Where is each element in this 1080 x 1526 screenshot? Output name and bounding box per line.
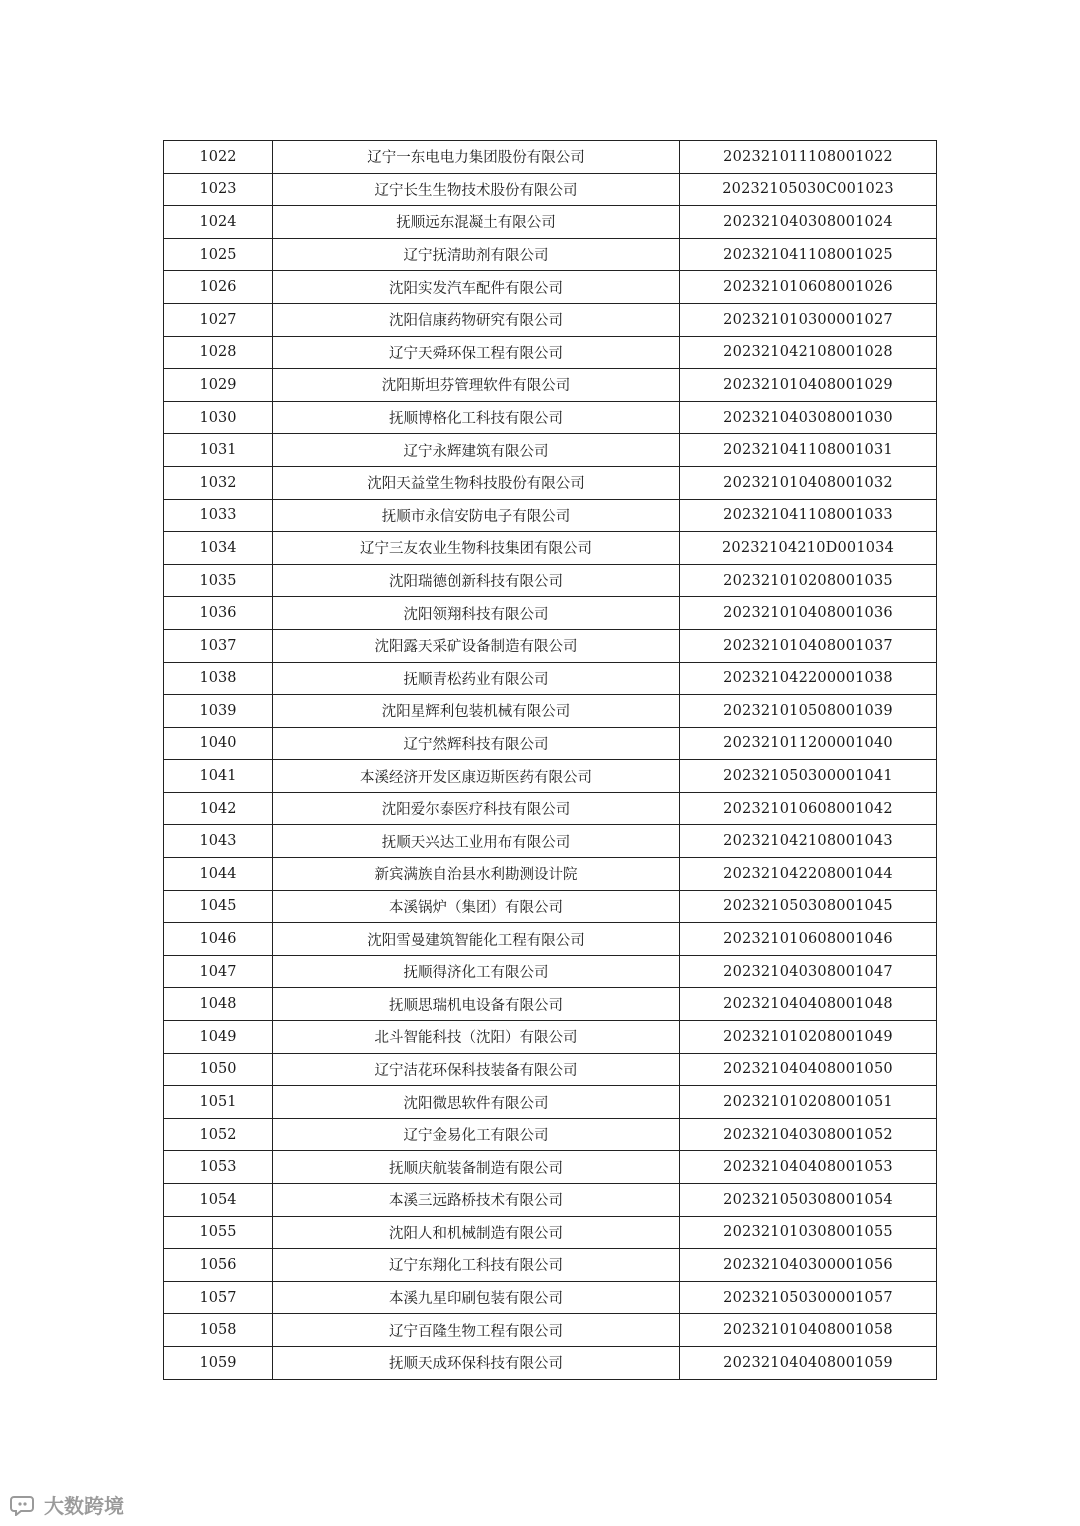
table-row bbox=[164, 792, 937, 825]
row-number-cell: 1029 bbox=[164, 369, 273, 402]
registration-code-cell: 202321042108001028 bbox=[680, 336, 937, 369]
registration-code-cell: 202321042108001043 bbox=[680, 825, 937, 858]
table-row bbox=[164, 1151, 937, 1184]
company-name-cell: 抚顺市永信安防电子有限公司 bbox=[273, 499, 680, 532]
registration-code-cell: 202321050300001057 bbox=[680, 1281, 937, 1314]
registration-code-cell: 202321040308001030 bbox=[680, 401, 937, 434]
company-name-cell: 辽宁百隆生物工程有限公司 bbox=[273, 1314, 680, 1347]
registration-code-cell: 202321010208001035 bbox=[680, 564, 937, 597]
table-row bbox=[164, 303, 937, 336]
table-row bbox=[164, 1281, 937, 1314]
company-name-cell: 抚顺得济化工有限公司 bbox=[273, 955, 680, 988]
table-row bbox=[164, 890, 937, 923]
registration-code-cell: 202321042200001038 bbox=[680, 662, 937, 695]
table-row bbox=[164, 662, 937, 695]
registration-code-cell: 202321040408001048 bbox=[680, 988, 937, 1021]
watermark bbox=[10, 1490, 124, 1519]
row-number-cell: 1049 bbox=[164, 1021, 273, 1054]
registration-code-cell: 202321010608001026 bbox=[680, 271, 937, 304]
company-name-cell: 沈阳实发汽车配件有限公司 bbox=[273, 271, 680, 304]
registration-code-cell: 202321010208001049 bbox=[680, 1021, 937, 1054]
table-row bbox=[164, 629, 937, 662]
table-row bbox=[164, 597, 937, 630]
registration-code-cell: 202321050308001045 bbox=[680, 890, 937, 923]
table-row bbox=[164, 141, 937, 174]
speech-bubble-icon bbox=[10, 1494, 38, 1516]
company-name-cell: 本溪三远路桥技术有限公司 bbox=[273, 1184, 680, 1217]
table-row bbox=[164, 336, 937, 369]
company-name-cell: 抚顺远东混凝土有限公司 bbox=[273, 206, 680, 239]
company-name-cell: 辽宁天舜环保工程有限公司 bbox=[273, 336, 680, 369]
company-name-cell: 辽宁金易化工有限公司 bbox=[273, 1118, 680, 1151]
registration-code-cell: 202321040408001059 bbox=[680, 1346, 937, 1379]
registration-code-cell: 202321040308001052 bbox=[680, 1118, 937, 1151]
row-number-cell: 1036 bbox=[164, 597, 273, 630]
registration-code-cell: 202321041108001033 bbox=[680, 499, 937, 532]
table-row bbox=[164, 825, 937, 858]
table-row bbox=[164, 466, 937, 499]
company-name-cell: 沈阳领翔科技有限公司 bbox=[273, 597, 680, 630]
company-name-cell: 抚顺天兴达工业用布有限公司 bbox=[273, 825, 680, 858]
row-number-cell: 1047 bbox=[164, 955, 273, 988]
row-number-cell: 1032 bbox=[164, 466, 273, 499]
registration-code-cell: 202321050308001054 bbox=[680, 1184, 937, 1217]
table-body bbox=[164, 141, 937, 1380]
company-name-cell: 沈阳瑞德创新科技有限公司 bbox=[273, 564, 680, 597]
row-number-cell: 1053 bbox=[164, 1151, 273, 1184]
row-number-cell: 1055 bbox=[164, 1216, 273, 1249]
company-name-cell: 北斗智能科技（沈阳）有限公司 bbox=[273, 1021, 680, 1054]
table-row bbox=[164, 369, 937, 402]
company-name-cell: 抚顺青松药业有限公司 bbox=[273, 662, 680, 695]
row-number-cell: 1027 bbox=[164, 303, 273, 336]
registration-code-cell: 202321011108001022 bbox=[680, 141, 937, 174]
company-name-cell: 沈阳雪曼建筑智能化工程有限公司 bbox=[273, 923, 680, 956]
table-row bbox=[164, 1249, 937, 1282]
table-row bbox=[164, 238, 937, 271]
row-number-cell: 1025 bbox=[164, 238, 273, 271]
registration-code-cell: 202321010508001039 bbox=[680, 695, 937, 728]
registration-code-cell: 202321010308001055 bbox=[680, 1216, 937, 1249]
row-number-cell: 1044 bbox=[164, 858, 273, 891]
registration-code-cell: 202321040308001047 bbox=[680, 955, 937, 988]
registration-code-cell: 202321010208001051 bbox=[680, 1086, 937, 1119]
row-number-cell: 1048 bbox=[164, 988, 273, 1021]
row-number-cell: 1040 bbox=[164, 727, 273, 760]
table-row bbox=[164, 1216, 937, 1249]
company-name-cell: 抚顺天成环保科技有限公司 bbox=[273, 1346, 680, 1379]
table-row bbox=[164, 206, 937, 239]
row-number-cell: 1037 bbox=[164, 629, 273, 662]
row-number-cell: 1050 bbox=[164, 1053, 273, 1086]
company-name-cell: 沈阳信康药物研究有限公司 bbox=[273, 303, 680, 336]
table-row bbox=[164, 727, 937, 760]
registration-code-cell: 202321010608001042 bbox=[680, 792, 937, 825]
row-number-cell: 1057 bbox=[164, 1281, 273, 1314]
registration-code-cell: 202321042208001044 bbox=[680, 858, 937, 891]
company-name-cell: 本溪锅炉（集团）有限公司 bbox=[273, 890, 680, 923]
company-name-cell: 辽宁永辉建筑有限公司 bbox=[273, 434, 680, 467]
company-name-cell: 抚顺博格化工科技有限公司 bbox=[273, 401, 680, 434]
row-number-cell: 1022 bbox=[164, 141, 273, 174]
company-name-cell: 沈阳天益堂生物科技股份有限公司 bbox=[273, 466, 680, 499]
registration-code-cell: 202321010408001058 bbox=[680, 1314, 937, 1347]
registration-code-cell: 202321040408001053 bbox=[680, 1151, 937, 1184]
table-row bbox=[164, 434, 937, 467]
registration-code-cell: 202321040408001050 bbox=[680, 1053, 937, 1086]
company-name-cell: 沈阳星辉利包装机械有限公司 bbox=[273, 695, 680, 728]
row-number-cell: 1024 bbox=[164, 206, 273, 239]
company-name-cell: 本溪九星印刷包装有限公司 bbox=[273, 1281, 680, 1314]
table-row bbox=[164, 1086, 937, 1119]
row-number-cell: 1052 bbox=[164, 1118, 273, 1151]
registration-code-cell: 202321010608001046 bbox=[680, 923, 937, 956]
registration-code-cell: 202321010300001027 bbox=[680, 303, 937, 336]
company-name-cell: 辽宁一东电电力集团股份有限公司 bbox=[273, 141, 680, 174]
registration-code-cell: 20232104210D001034 bbox=[680, 532, 937, 565]
table-row bbox=[164, 760, 937, 793]
registration-code-cell: 202321010408001032 bbox=[680, 466, 937, 499]
row-number-cell: 1023 bbox=[164, 173, 273, 206]
company-list-table bbox=[163, 140, 935, 1380]
row-number-cell: 1028 bbox=[164, 336, 273, 369]
company-name-cell: 抚顺思瑞机电设备有限公司 bbox=[273, 988, 680, 1021]
table-row bbox=[164, 858, 937, 891]
table-row bbox=[164, 1184, 937, 1217]
table-row bbox=[164, 1021, 937, 1054]
table-row bbox=[164, 1053, 937, 1086]
registration-code-cell: 202321050300001041 bbox=[680, 760, 937, 793]
table-row bbox=[164, 1118, 937, 1151]
company-name-cell: 新宾满族自治县水利勘测设计院 bbox=[273, 858, 680, 891]
registration-code-cell: 202321041108001031 bbox=[680, 434, 937, 467]
company-name-cell: 辽宁然辉科技有限公司 bbox=[273, 727, 680, 760]
registration-code-cell: 202321010408001029 bbox=[680, 369, 937, 402]
company-name-cell: 抚顺庆航装备制造有限公司 bbox=[273, 1151, 680, 1184]
registration-code-cell: 202321040308001024 bbox=[680, 206, 937, 239]
company-name-cell: 沈阳人和机械制造有限公司 bbox=[273, 1216, 680, 1249]
row-number-cell: 1034 bbox=[164, 532, 273, 565]
table-row bbox=[164, 499, 937, 532]
registration-code-cell: 20232105030C001023 bbox=[680, 173, 937, 206]
row-number-cell: 1026 bbox=[164, 271, 273, 304]
registration-code-cell: 202321011200001040 bbox=[680, 727, 937, 760]
table-row bbox=[164, 401, 937, 434]
row-number-cell: 1035 bbox=[164, 564, 273, 597]
company-name-cell: 辽宁长生生物技术股份有限公司 bbox=[273, 173, 680, 206]
row-number-cell: 1031 bbox=[164, 434, 273, 467]
row-number-cell: 1059 bbox=[164, 1346, 273, 1379]
row-number-cell: 1030 bbox=[164, 401, 273, 434]
row-number-cell: 1056 bbox=[164, 1249, 273, 1282]
table-row bbox=[164, 564, 937, 597]
company-name-cell: 辽宁抚清助剂有限公司 bbox=[273, 238, 680, 271]
registration-code-cell: 202321010408001036 bbox=[680, 597, 937, 630]
table-row bbox=[164, 923, 937, 956]
table-row bbox=[164, 955, 937, 988]
table-row bbox=[164, 532, 937, 565]
table-row bbox=[164, 988, 937, 1021]
company-name-cell: 本溪经济开发区康迈斯医药有限公司 bbox=[273, 760, 680, 793]
row-number-cell: 1041 bbox=[164, 760, 273, 793]
registration-code-cell: 202321040300001056 bbox=[680, 1249, 937, 1282]
row-number-cell: 1042 bbox=[164, 792, 273, 825]
company-name-cell: 沈阳斯坦芬管理软件有限公司 bbox=[273, 369, 680, 402]
table-row bbox=[164, 1314, 937, 1347]
company-name-cell: 辽宁洁花环保科技装备有限公司 bbox=[273, 1053, 680, 1086]
watermark-text: 大数跨境 bbox=[44, 1494, 124, 1518]
row-number-cell: 1038 bbox=[164, 662, 273, 695]
row-number-cell: 1051 bbox=[164, 1086, 273, 1119]
company-name-cell: 辽宁三友农业生物科技集团有限公司 bbox=[273, 532, 680, 565]
row-number-cell: 1033 bbox=[164, 499, 273, 532]
table-row bbox=[164, 173, 937, 206]
company-name-cell: 沈阳微思软件有限公司 bbox=[273, 1086, 680, 1119]
row-number-cell: 1046 bbox=[164, 923, 273, 956]
company-name-cell: 辽宁东翔化工科技有限公司 bbox=[273, 1249, 680, 1282]
company-name-cell: 沈阳爱尔泰医疗科技有限公司 bbox=[273, 792, 680, 825]
registration-code-cell: 202321010408001037 bbox=[680, 629, 937, 662]
table-row bbox=[164, 695, 937, 728]
company-name-cell: 沈阳露天采矿设备制造有限公司 bbox=[273, 629, 680, 662]
table-row bbox=[164, 1346, 937, 1379]
row-number-cell: 1045 bbox=[164, 890, 273, 923]
table-row bbox=[164, 271, 937, 304]
row-number-cell: 1039 bbox=[164, 695, 273, 728]
row-number-cell: 1058 bbox=[164, 1314, 273, 1347]
registration-code-cell: 202321041108001025 bbox=[680, 238, 937, 271]
row-number-cell: 1043 bbox=[164, 825, 273, 858]
row-number-cell: 1054 bbox=[164, 1184, 273, 1217]
